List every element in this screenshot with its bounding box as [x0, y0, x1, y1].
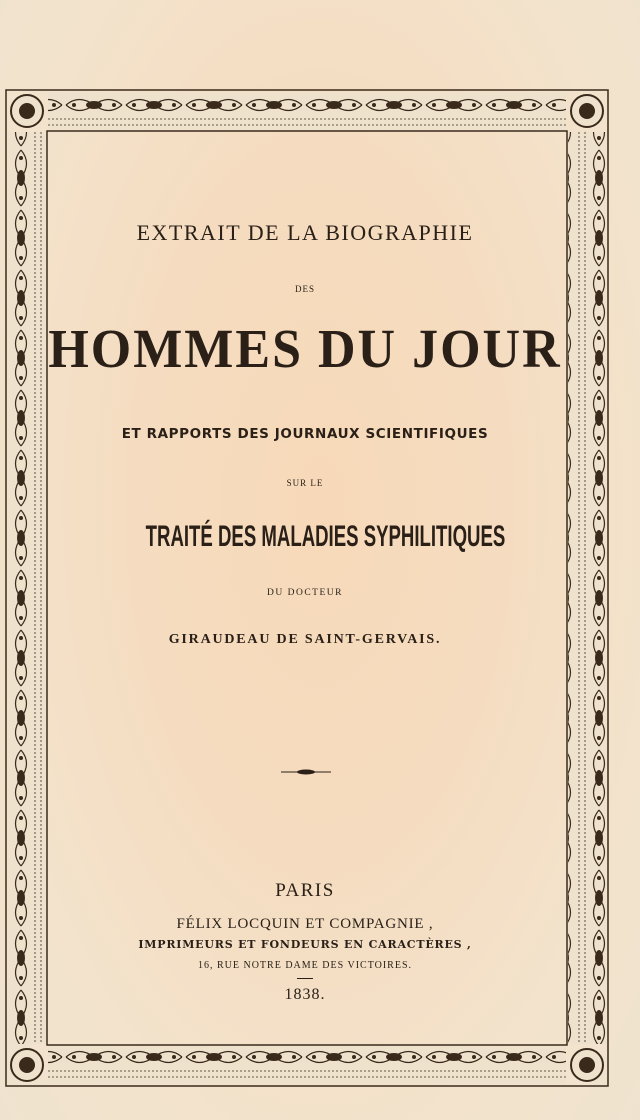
heading-des: DES [294, 284, 315, 294]
imprint-city: PARIS [275, 880, 335, 901]
imprint-address: 16, RUE NOTRE DAME DES VICTOIRES. [197, 960, 413, 971]
imprint-publisher: FÉLIX LOCQUIN ET COMPAGNIE , [176, 916, 434, 932]
imprint-year: 1838. [284, 986, 326, 1003]
heading-du-docteur: DU DOCTEUR [267, 588, 343, 598]
divider-ornament [281, 768, 331, 776]
imprint-publisher-role: IMPRIMEURS ET FONDEURS EN CARACTÈRES , [138, 938, 472, 951]
author-name: GIRAUDEAU DE SAINT-GERVAIS. [168, 632, 442, 647]
imprint-rule [297, 978, 313, 979]
heading-sur-le: SUR LE [286, 478, 324, 488]
subtitle-rapports: ET RAPPORTS DES JOURNAUX SCIENTIFIQUES [121, 426, 489, 442]
heading-extract: EXTRAIT DE LA BIOGRAPHIE [136, 220, 474, 245]
title-page-content [48, 136, 562, 1036]
main-title: HOMMES DU JOUR [48, 319, 562, 380]
work-title: TRAITÉ DES MALADIES SYPHILITIQUES [145, 520, 506, 553]
